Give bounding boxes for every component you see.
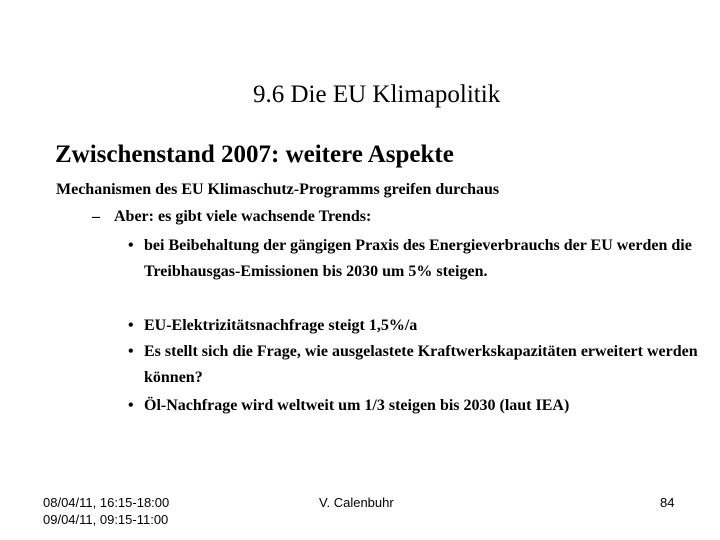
- bullet-icon: •: [128, 397, 134, 414]
- bullet-icon: •: [128, 317, 134, 334]
- bullet-item: [128, 339, 698, 391]
- footer-author: V. Calenbuhr: [319, 495, 394, 510]
- slide-title: 9.6 Die EU Klimapolitik: [253, 81, 501, 108]
- bullet-item: [128, 393, 698, 419]
- bullet-icon: •: [128, 343, 134, 360]
- bullet-text: Öl-Nachfrage wird weltweit um 1/3 steigen bis 2030 (laut IEA): [144, 397, 570, 414]
- bullet-item: [128, 313, 698, 339]
- footer-date: [43, 494, 169, 528]
- page-number: 84: [660, 495, 675, 510]
- bullet-icon: •: [128, 237, 134, 254]
- bullet-text: Es stellt sich die Frage, wie ausgelastete Kraftwerkskapazitäten erweitert werden können?: [144, 343, 698, 386]
- section-heading: Zwischenstand 2007: weitere Aspekte: [55, 141, 454, 168]
- footer-date-line-1: 08/04/11, 16:15-18:00: [43, 495, 170, 510]
- bullet-text: EU-Elektrizitätsnachfrage steigt 1,5%/a: [144, 317, 418, 334]
- dash-marker: –: [92, 208, 100, 225]
- intro-text: Mechanismen des EU Klimaschutz-Programms greifen durchaus: [56, 181, 500, 198]
- bullet-text: bei Beibehaltung der gängigen Praxis des Energieverbrauchs der EU werden die Treibhausgas-Emissionen bis 2030 um 5% steigen.: [144, 237, 692, 280]
- bullet-item: [128, 233, 698, 285]
- sub-point-text: Aber: es gibt viele wachsende Trends:: [114, 208, 372, 225]
- footer-date-line-2: 09/04/11, 09:15-11:00: [43, 512, 169, 527]
- sub-point: [92, 204, 371, 230]
